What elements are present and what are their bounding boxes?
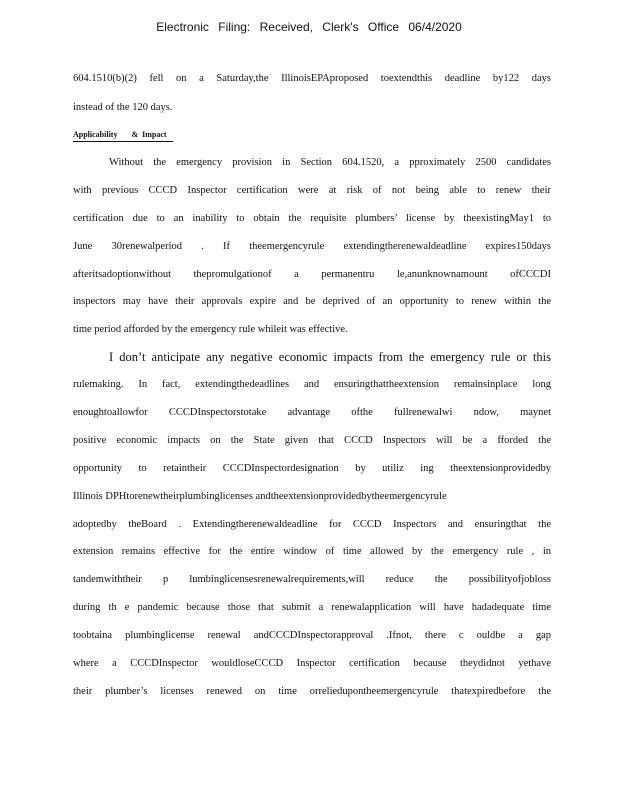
body-line: instead of the 120 days. [73, 102, 173, 113]
body-line: I don’t anticipate any negative economic impacts from the emergency rule or this [109, 350, 551, 364]
body-line: enoughtoallowfor CCCDInspectorstotake advantage ofthe fullrenewalwi ndow, maynet [73, 407, 551, 418]
body-line: rulemaking. In fact, extendingthedeadlines and ensuringthattheextension remainsinplace long [73, 379, 551, 390]
body-line: Without the emergency provision in Section 604.1520, a pproximately 2500 candidates [109, 157, 551, 168]
body-line: opportunity to retaintheir CCCDInspectordesignation by utiliz ing theextensionprovidedby [73, 463, 551, 474]
body-line: afteritsadoptionwithout thepromulgationof a permanentru le,anunknownamount ofCCCDI [73, 269, 551, 280]
document-body [73, 0, 551, 800]
section-heading: Applicability & Impact [73, 130, 173, 142]
body-line: Illinois DPHtorenewtheirplumbinglicenses andtheextensionprovidedbytheemergencyrule [73, 491, 447, 502]
body-line: adoptedby theBoard . Extendingtherenewaldeadline for CCCD Inspectors and ensuringthat the [73, 519, 551, 530]
body-line: certification due to an inability to obtain the requisite plumbers’ license by theexistingMay1 to [73, 213, 551, 224]
body-line: with previous CCCD Inspector certification were at risk of not being able to renew their [73, 185, 551, 196]
body-line: tandemwiththeir p lumbinglicensesrenewalrequirements,will reduce the possibilityofjobloss [73, 574, 551, 585]
body-line: positive economic impacts on the State given that CCCD Inspectors will be a fforded the [73, 435, 551, 446]
body-line: toobtaina plumbinglicense renewal andCCCDInspectorapproval .Ifnot, there c ouldbe a gap [73, 630, 551, 641]
body-line: their plumber’s licenses renewed on time orreliedupontheemergencyrule thatexpiredbefore the [73, 686, 551, 697]
body-line: extension remains effective for the entire window of time allowed by the emergency rule , in [73, 546, 551, 557]
body-line: where a CCCDInspector wouldloseCCCD Inspector certification because theydidnot yethave [73, 658, 551, 669]
body-line: during th e pandemic because those that submit a renewalapplication will have hadadequate time [73, 602, 551, 613]
filing-stamp-header: Electronic Filing: Received, Clerk's Office 06/4/2020 [156, 20, 462, 34]
body-line: June 30renewalperiod . If theemergencyrule extendingtherenewaldeadline expires150days [73, 241, 551, 252]
body-line: inspectors may have their approvals expire and be deprived of an opportunity to renew within the [73, 296, 551, 307]
body-line: 604.1510(b)(2) fell on a Saturday,the IllinoisEPAproposed toextendthis deadline by122 days [73, 73, 551, 84]
body-line: time period afforded by the emergency rule whileit was effective. [73, 324, 348, 335]
